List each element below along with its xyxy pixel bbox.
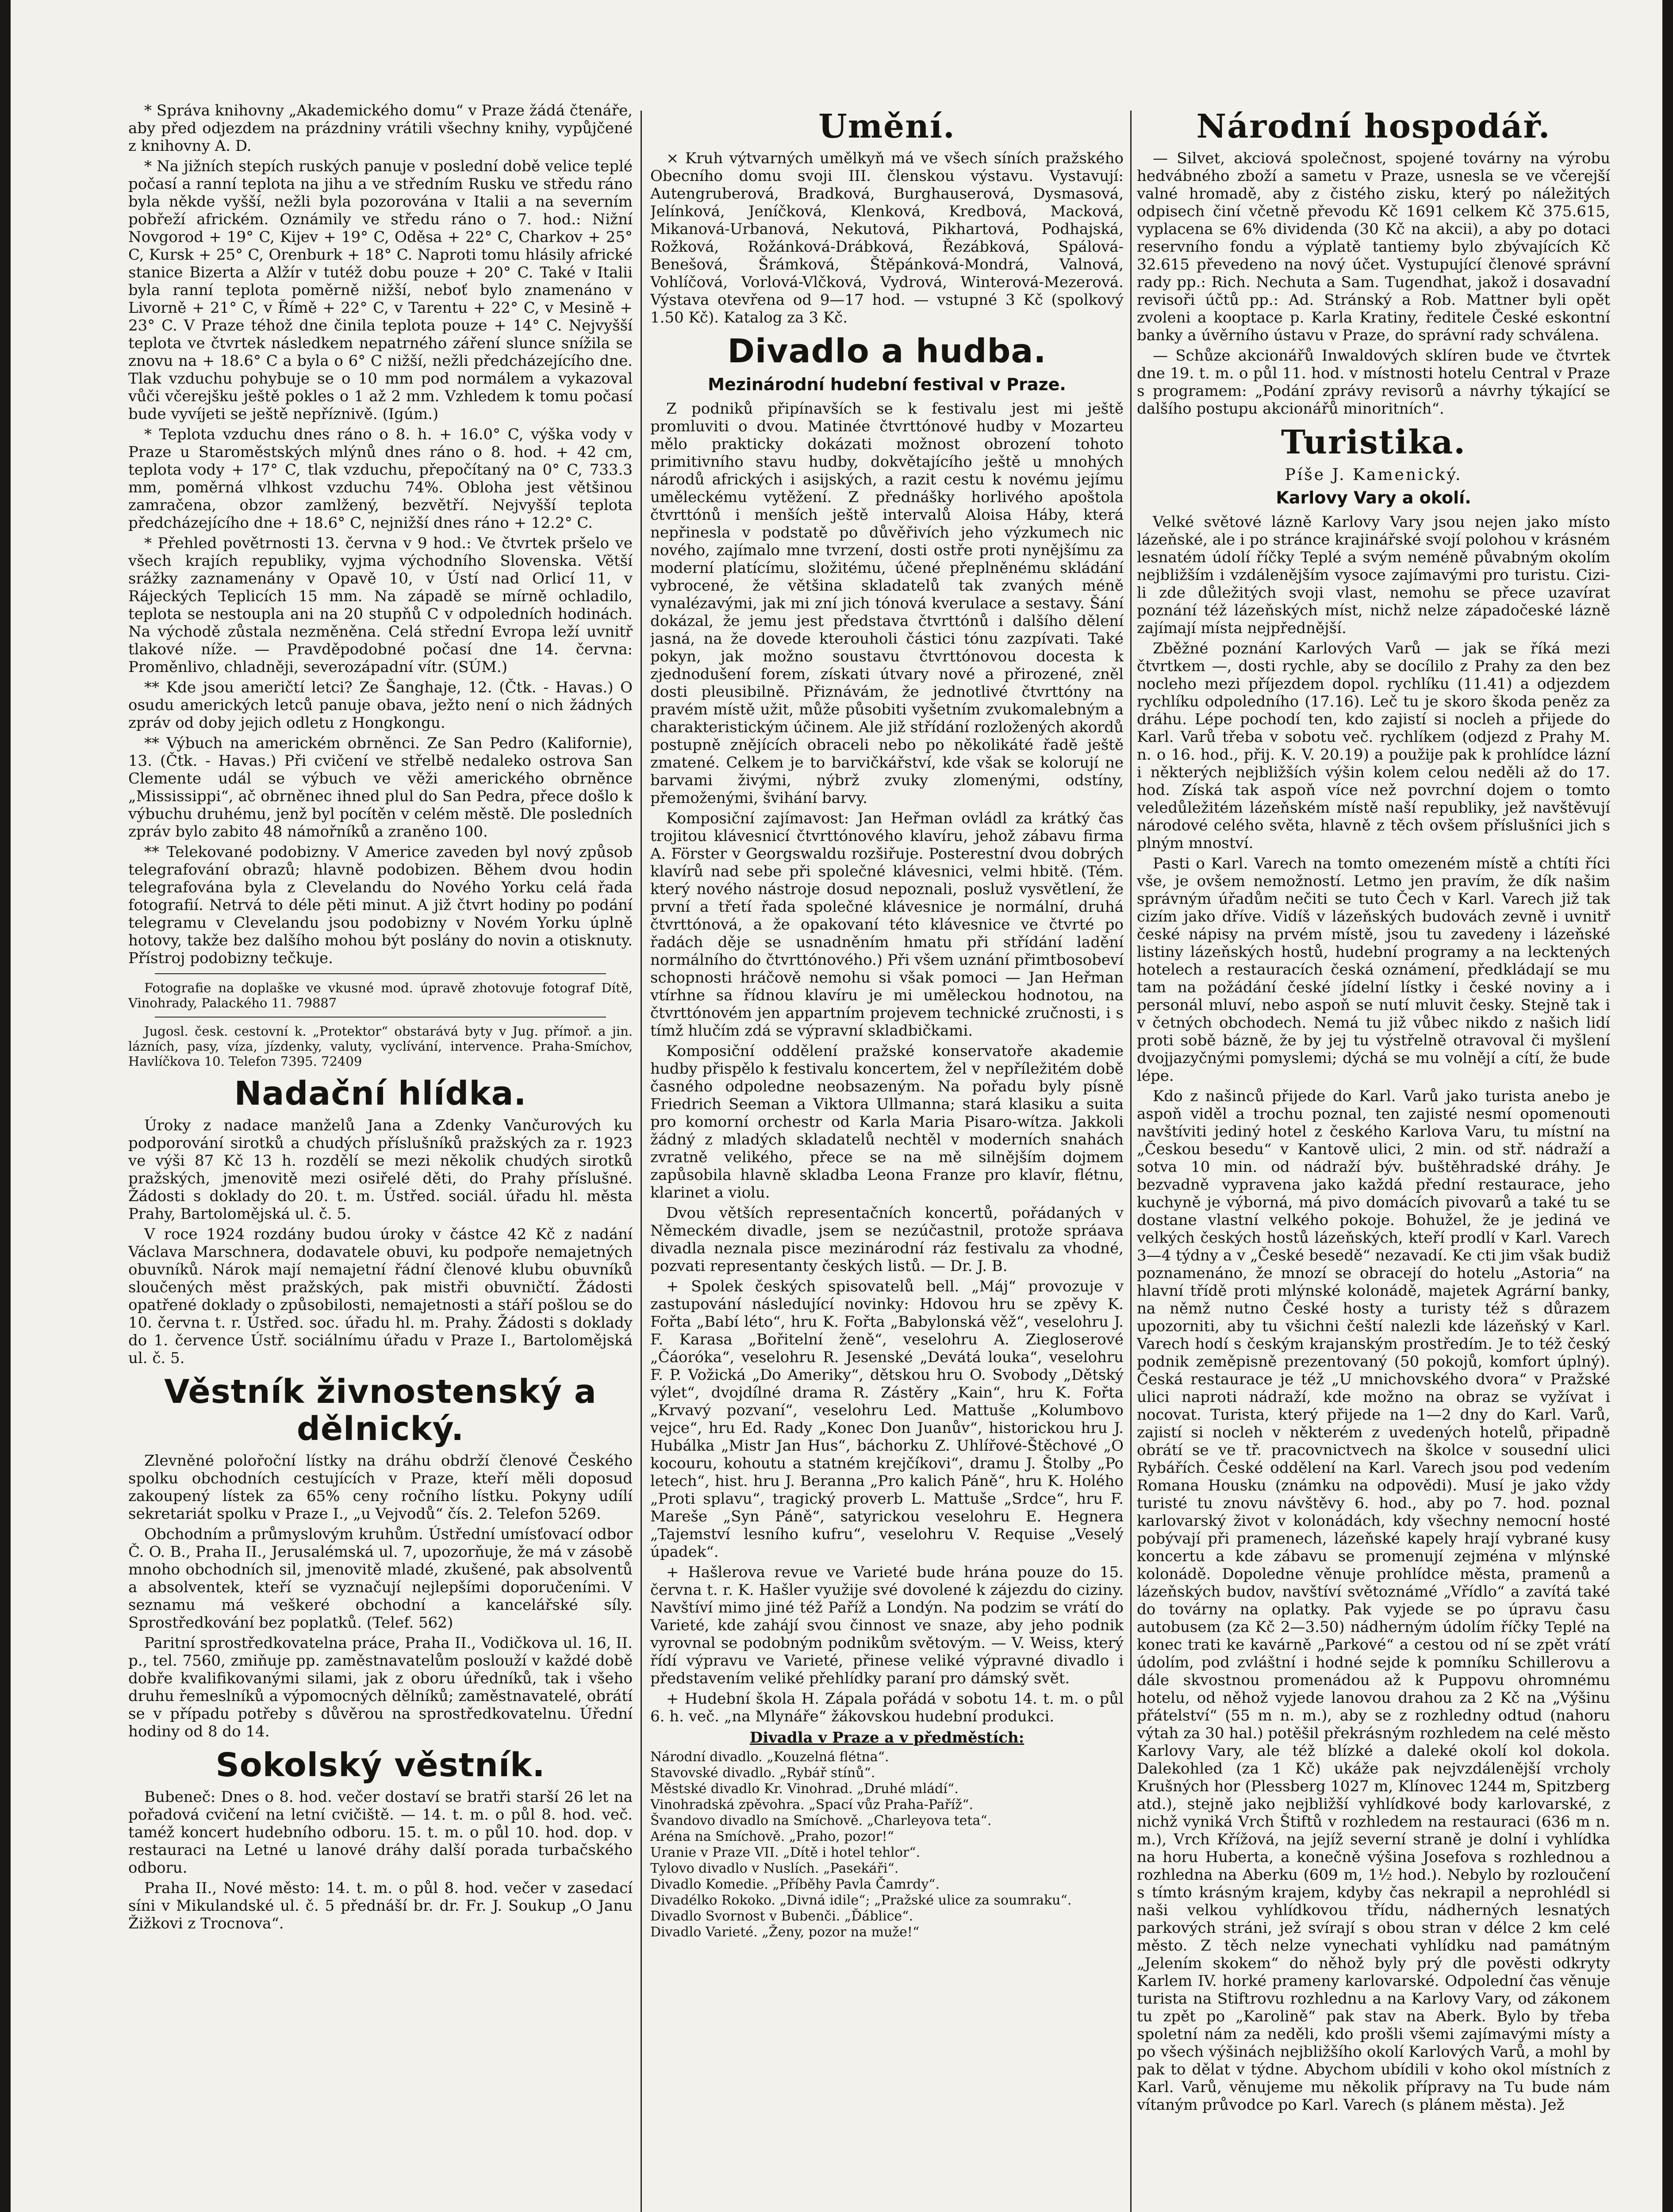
news-item: Bubeneč: Dnes o 8. hod. večer dostaví se bratři starší 26 let na pořadová cvičení na letní cvičiště. — 14. t. m. o půl 8. hod. več. taméž koncert hudebního odboru. 15. t. m. o půl 10. hod. dop. v restauraci na Letné u lanové dráhy další porada turbačského odboru.	[128, 1788, 633, 1877]
article-paragraph: Komposiční zajímavost: Jan Heřman ovládl za krátký čas trojitou klávesnicí čtvrttónového klavíru, jehož zábavu firma A. Förster v Georgswaldu rozšiřuje. Posterestní dvou dobrých klavírů nad sebe při společné klávesnici, velmi hbitě. (Tém. který nového nástroje dosud nepoznali, posluž vysvětlení, že první a třetí řada společné klávesnice je normální, druhá čtvrttónová, a že opakovaní této klávesnice ve čtvrté po řadách děje se usnadněním hmatu při střídání ladění normálního do čtvrttónového.) Při všem uznání přimtbosobeví schopnosti hráčově nemohu si však pomoci — Jan Heřman vtírhne sa řídnou klavíru je mi uměleckou hodnotou, na čtvrttónovém jen appartním projevem technické zručnosti, i s tímž hlučím zdá se výpravní skladbičkami.	[650, 810, 1124, 1040]
news-item: ** Výbuch na americkém obrněnci. Ze San Pedro (Kalifornie), 13. (Čtk. - Havas.) Při cvičení ve střelbě nedaleko ostrova San Clemente udál se výbuch ve věži amerického obrněnce „Mississippi“, ač obrněnec ihned plul do San Pedra, přece došlo k výbuchu druhému, jenž byl pocítěn v celém městě. Dle posledních zpráv bylo zabito 48 námořníků a zraněno 100.	[128, 734, 633, 841]
theatre-listing-item: Divadlo Varieté. „Ženy, pozor na muže!“	[650, 1924, 920, 1940]
section-title-turistika: Turistika.	[1281, 423, 1466, 461]
divider	[155, 973, 606, 974]
article-paragraph: Zběžné poznání Karlových Varů — jak se říká mezi čtvrtkem —, dosti rychle, aby se docílilo z Prahy za den bez nocleho mezi příjezdem dopol. rychlíku (11.41) a odjezdem rychlíku odpoledního (17.16). Leč tu je skoro škoda peněz za dráhu. Lépe pochodí ten, kdo zajistí si nocleh a přijede do Karl. Varů třeba v sobotu več. rychlíkem (odjezd z Prahy M. n. o 16. hod., přij. K. V. 20.19) a použije pak k prohlídce lázní i některých nejbližších výšin kolem celou neděli až do 17. hod. Získá tak aspoň více než povrchní dojem o tomto veledůležitém lázeňském místě naší republiky, jež navštěvují národové celého světa, hlavně z těch ovšem příslušníci jich s plným mnoství.	[1137, 640, 1610, 852]
theatre-listing-item: Národní divadlo. „Kouzelná flétna“.	[650, 1749, 889, 1765]
column-rule	[1130, 111, 1132, 2212]
page-edge-left	[0, 0, 11, 2212]
article-paragraph: Pasti o Karl. Varech na tomto omezeném místě a chtíti říci vše, je ovšem nemožností. Letmo jen pravím, že dík našim správným úřadům nečiti se tuto Čech v Karl. Varech již tak cizím jako dříve. Vidíš v lázeňských budovách zevně i uvnitř české nápisy na prvém místě, jsou tu zavedeny i lázeňské listiny lázeňských hostů, hudební programy a na lecktených hotelech a restauracích česká oznámení, předkládají se mu tam na požádání české jídelní lístky i české noviny a i personál mluví, nebo aspoň se nutí mluvit česky. Stejně tak i v četných obchodech. Nemá tu již vůbec nikdo z našich lidí proti sobě bázně, že by jej tu výstřelně otravoval či myšlení dvojjazyčnými pomyslemi; dýchá se mu volnějí a cítí, že bude lépe.	[1137, 855, 1610, 1085]
news-item: Paritní sprostředkovatelna práce, Praha II., Vodičkova ul. 16, II. p., tel. 7560, zmiňuje pp. zaměstnavatelům poslouží v každé době dobře kvalifikovanými silami, jak z oboru úředníků, tak i všeho druhu řemeslníků a výpomocných dělníků; zaměstnavatelé, obrátí se v případu potřeby s důvěrou na sprostředkovatelnu. Úřední hodiny od 8 do 14.	[128, 1634, 633, 1740]
article-paragraph: Dvou větších representačních koncertů, pořádaných v Německém divadle, jsem se nezúčastnil, protože spráava divadla neznala pisce mezinárodní ráz festivalu za vhodné, pozvati representanty českých listů. — Dr. J. B.	[650, 1204, 1124, 1275]
news-item: — Schůze akcionářů Inwaldových sklíren bude ve čtvrtek dne 19. t. m. o půl 11. hod. v místnosti hotelu Central v Praze s programem: „Podání zprávy revisorů a návrhy týkající se dalšího postupu akcionářů minoritních“.	[1137, 347, 1610, 418]
theatre-listing-item: Divadlo Svornost v Bubenči. „Ďáblice“.	[650, 1909, 913, 1924]
news-item: + Hudební škola H. Zápala pořádá v sobotu 14. t. m. o půl 6. h. več. „na Mlynáře“ žákovskou hudební produkci.	[650, 1690, 1124, 1725]
news-item: * Na jižních stepích ruských panuje v poslední době velice teplé počasí a ranní teplota na jihu a ve středním Rusku ve středu ráno byla někde vyšší, nežli byla pozorována v Italii a na severním pobřeží africkém. Oznámily ve středu ráno o 7. hod.: Nižní Novgorod + 19° C, Kijev + 19° C, Oděsa + 22° C, Charkov + 25° C, Kursk + 25° C, Orenburk + 18° C. Naproti tomu hlásily africké stanice Bizerta a Alžír v tutéž dobu pouze + 20° C. Také v Italii byla ranní teplota poměrně nižší, neboť bylo znamenáno v Livorně + 21° C, v Římě + 22° C, v Tarentu + 22° C, v Mesině + 23° C. V Praze téhož dne činila teplota pouze + 14° C. Nejvyšší teplota ve čtvrtek následkem nepatrného záření slunce snížila se znovu na + 18.6° C a byla o 6° C nižší, nežli předcházejícího dne. Tlak vzduchu pohybuje se o 10 mm pod normálem a vykazoval vůči včerejšku ještě pokles o 1 až 2 mm. Vzhledem k tomu počasí bude vyvíjeti se ještě nepříznivě. (Igúm.)	[128, 157, 633, 423]
column-middle	[650, 102, 1124, 2212]
news-item: * Teplota vzduchu dnes ráno o 8. h. + 16.0° C, výška vody v Praze u Staroměstských mlýnů dnes ráno o 8. hod. + 42 cm, teplota vody + 17° C, tlak vzduchu, přepočítaný na 0° C, 733.3 mm, poměrná vlhkost vzduchu 74%. Obloha jest většinou zamračena, obzor zamlžený, bezvětří. Nejvyšší teplota předcházejícího dne + 18.6° C, nejnižší dnes ráno + 12.2° C.	[128, 426, 633, 532]
article-paragraph: Komposiční oddělení pražské konservatoře akademie hudby přispělo k festivalu koncertem, žel v nepříležitém době časného odpoledne neobsazeným. Na pořadu byly písně Friedrich Seeman a Viktora Ullmanna; stará klasiku a suita pro komorní orchestr od Karla Maria Pisaro-wítza. Jakkoli žádný z mladých skladatelů nechtěl v moderních snahách zvratně velikého, přece se na mě silnějším dojmem zapůsobila hlavně skladba Leona Franze pro klavír, flétnu, klarinet a violu.	[650, 1042, 1124, 1202]
theatre-listing-item: Městské divadlo Kr. Vinohrad. „Druhé mládí“.	[650, 1781, 959, 1797]
article-heading-karlovy-vary: Karlovy Vary a okolí.	[1276, 488, 1471, 507]
news-item: — Silvet, akciová společnost, spojené továrny na výrobu hedvábného zboží a sametu v Praze, usnesla se ve včerejší valné hromadě, aby z čistého zisku, který po náležitých odpisech činí včetně převodu Kč 1691 celkem Kč 375.615, vyplacena se 6% dividenda (30 Kč na akcii), a aby po dotaci reservního fondu a výplatě tantiemy bylo zbývajících Kč 32.615 převedeno na nový účet. Vystupující členové správní rady pp.: Rich. Nechuta a Sam. Tugendhat, jakož i dosavadní revisoři účtů pp.: Ad. Stránský a Rob. Mattner byli opět zvoleni a kooptace p. Karla Kratiny, ředitele České eskontní banky a úvěrního ústavu v Praze, do správní rady schválena.	[1137, 150, 1610, 344]
section-title-sokol: Sokolský věstník.	[215, 1746, 545, 1784]
column-rule	[641, 111, 642, 2212]
theatre-listing-item: Stavovské divadlo. „Rybář stínů“.	[650, 1765, 875, 1781]
news-item: Obchodním a průmyslovým kruhům. Ústřední umísťovací odbor Č. O. B., Praha II., Jerusalémská ul. 7, upozorňuje, že má v zásobě mnoho obchodních sil, jmenovitě mladé, zkušené, pak absolventů a absolventek, kteří se vyznačují nejlepšími doporučeními. V seznamu má veškeré obchodní a kancelářské síly. Sprostředkování bez poplatků. (Telef. 562)	[128, 1525, 633, 1632]
article-heading-festival: Mezinárodní hudební festival v Praze.	[708, 375, 1066, 394]
news-item: * Správa knihovny „Akademického domu“ v Praze žádá čtenáře, aby před odjezdem na prázdniny vrátili všechny knihy, vypůjčené z knihovny A. D.	[128, 102, 633, 155]
theatre-listing-item: Vinohradská zpěvohra. „Spací vůz Praha-Paříž“.	[650, 1797, 974, 1813]
theatre-listing-item: Aréna na Smíchově. „Praho, pozor!“	[650, 1829, 894, 1844]
theatre-listing-item: Divadélko Rokoko. „Divná idile“; „Pražské ulice za soumraku“.	[650, 1893, 1072, 1908]
news-item: Praha II., Nové město: 14. t. m. o půl 8. hod. večer v zasedací síni v Mikulandské ul. č. 5 přednáší br. dr. Fr. J. Soukup „O Janu Žižkovi z Trocnova“.	[128, 1879, 633, 1932]
divider	[155, 1017, 606, 1018]
article-paragraph: Z podniků připínavších se k festivalu jest mi ještě promluviti o dvou. Matinée čtvrttónové hudby v Mozarteu mělo prakticky dokázati možnost obrození tohoto primitivního stavu hudby, dokvětajícího ještě u mnohých národů afrických i asijských, a razit cestu k novému jejímu uměleckému vytěžení. Z přednášky horlivého apoštola čtvrttónů i menších ještě intervalů Aloisa Háby, která nepřinesla v podstatě po důvěřivích jeho výzkumech nic nového, zajímalo mne tvrzení, dosti ostře proti nynějšímu za moderní platícímu, složitému, účené přeplněnému skládání vybrocené, že většina skladatelů tak zvaných méně vynalézavými, jak mi zní jich tónová kverulace a sestavy. Šání dokázal, že jemu jest představa čtvrttónů i dalšího dělení jasná, na že dovede kterouholi částici tónu zazpívati. Také pokyn, jak možno soustavu čtvrttónovou docesta k zjednodušení forem, získati útvary nové a přirozené, zněl dosti pleusibilně. Přiznávám, že jednotlivé čtvrttóny na pravém místě užit, může působiti vyšetním zvukomalebným a charakteristickým účinem. Ale již střídání rozložených akordů postupně znějících obraceli nebo po několikáté řadě ještě zmatené. Celkem je to barvičkářství, kde však se kolorují ne barvami živými, nýbrž zvuky zlomenými, odstíny, přemoženými, švihání barvy.	[650, 400, 1124, 807]
news-item: + Hašlerova revue ve Varieté bude hrána pouze do 15. června t. r. K. Hašler využije své dovolené k zájezdu do ciziny. Navštíví mimo jiné též Paříž a Londýn. Na podzim se vrátí do Varieté, kde zahájí svou činnost ve snaze, aby jeho podnik vyrovnal se podobným podnikům světovým. — V. Weiss, který řídí výpravu ve Varieté, přinese veliké výpravné divadlo i představením veliké přehlídky paraní pro dámský svět.	[650, 1563, 1124, 1687]
news-item: V roce 1924 rozdány budou úroky v částce 42 Kč z nadání Václava Marschnera, dodavatele obuvi, ku podpoře nemajetných obuvníků. Nárok mají nemajetní řádní členové klubu obuvníků sloučených měst pražských, pak mistři obuvničtí. Žádosti opatřené doklady o způsobilosti, nemajetnosti a stáří pošlou se do 10. června t. r. Ústřed. soc. úřadu hl. m. Prahy. Žádosti s doklady do 1. července Ústř. sociálnímu úřadu v Praze I., Bartolomějská ul. č. 5.	[128, 1225, 633, 1367]
news-item: Úroky z nadace manželů Jana a Zdenky Vančurových ku podporování sirotků a chudých příslušníků pražských za r. 1923 ve výši 87 Kč 13 h. rozdělí se mezi několik chudých sirotků pražských, jmenovitě mezi osiřelé děti, do Prahy příslušné. Žádosti s doklady do 20. t. m. Ústřed. sociál. úřadu hl. města Prahy, Bartolomějská ul. č. 5.	[128, 1117, 633, 1223]
section-title-nadacni: Nadační hlídka.	[234, 1075, 527, 1113]
column-left	[128, 102, 633, 2212]
article-byline: Píše J. Kamenický.	[1285, 466, 1462, 484]
theatre-listing-item: Švandovo divadlo na Smíchově. „Charleyova teta“.	[650, 1813, 992, 1828]
news-item: ** Telekované podobizny. V Americe zaveden byl nový způsob telegrafování obrazů; hlavně podobizen. Během dvou hodin telegrafována byla z Clevelandu do Nového Yorku celá řada fotografií. Netrvá to déle pěti minut. A již čtvrt hodiny po podání telegramu v Clevelandu jsou podobizny v Novém Yorku úplně hotovy, takže bez dalšího mohou být poslány do novin a otisknuty. Přístroj podobizny tečkuje.	[128, 843, 633, 967]
news-item: * Přehled povětrnosti 13. června v 9 hod.: Ve čtvrtek pršelo ve všech krajích republiky, vyjma východního Slovenska. Větší srážky zaznamenány v Opavě 10, v Ústí nad Orlicí 11, v Rájeckých Teplicích 15 mm. Na západě se mírně ochladilo, teplota se nestoupla ani na 20 stupňů C v odpoledních hodinách. Na východě zůstala nezměněna. Celá střední Evropa leží uvnitř tlakové níže. — Pravděpodobné počasí dne 14. června: Proměnlivo, chladněji, severozápadní vítr. (SÚM.)	[128, 534, 633, 676]
section-title-vestnik: Věstník živnostenský a dělnický.	[164, 1373, 597, 1448]
theatre-listing-item: Tylovo divadlo v Nuslích. „Pasekáři“.	[650, 1861, 899, 1876]
news-item: + Spolek českých spisovatelů bell. „Máj“ provozuje v zastupování následující novinky: Hdovou hru se zpěvy K. Fořta „Babí léto“, hru K. Fořta „Babylonská věž“, veselohru J. F. Karasa „Bořitelní ženě“, veselohru A. Ziegloserové „Čáoróka“, veselohru R. Jesenské „Devátá louka“, veselohru F. P. Vožická „Do Ameriky“, dětskou hru O. Svobody „Dětský výlet“, dvojdílné drama R. Zástěry „Kain“, hru K. Fořta „Krvavý pozvaní“, veselohru Led. Mattuše „Kolumbovo vejce“, hru Ed. Rady „Konec Don Juanův“, historickou hru J. Hubálka „Mistr Jan Hus“, báchorku Z. Uhlířové-Štěchové „O kocouru, kohoutu a statném krejčíkovi“, dramu J. Štolby „Po letech“, hist. hru J. Beranna „Pro kalich Páně“, hru K. Holého „Proti splavu“, tragický proverb L. Mattuše „Srdce“, hru F. Mareše „Syn Páně“, satyrickou veselohru E. Hegnera „Tajemství lesního kufru“, veselohru V. Requise „Veselý úpadek“.	[650, 1278, 1124, 1561]
news-item: × Kruh výtvarných umělkyň má ve všech síních pražského Obecního domu svoji III. členskou výstavu. Vystavují: Autengruberová, Bradková, Burghauserová, Dysmasová, Jelínková, Jeníčková, Klenková, Kredbová, Macková, Mikanová-Urbanová, Nekutová, Pikhartová, Podhajská, Rožková, Rožánková-Drábková, Řezábková, Spálová-Benešová, Šrámková, Štěpánková-Mondrá, Valnová, Vohlíčová, Vorlová-Vlčková, Vydrová, Winterová-Mezerová. Výstava otevřena od 9—17 hod. — vstupné 3 Kč (spolkový 1.50 Kč). Katalog za 3 Kč.	[650, 150, 1124, 326]
theatre-listing-item: Divadlo Komedie. „Příběhy Pavla Čamrdy“.	[650, 1877, 940, 1892]
news-item: Zlevněné polořoční lístky na dráhu obdrží členové Českého spolku obchodních cestujících v Praze, kteří měli doposud zakoupený lístek za 65% ceny ročního lístku. Pokyny udílí sekretariát spolku v Praze I., „u Vejvodů“ čís. 2. Telefon 5269.	[128, 1452, 633, 1523]
section-title-hospodar: Národní hospodář.	[1196, 108, 1551, 146]
advertisement: Fotografie na doplaške ve vkusné mod. úpravě zhotovuje fotograf Dítě, Vinohrady, Palackého 11. 79887	[128, 980, 633, 1010]
section-title-divadlo: Divadlo a hudba.	[727, 332, 1047, 370]
article-paragraph: Velké světové lázně Karlovy Vary jsou nejen jako místo lázeňské, ale i po stránce krajinářské svojí polohou v krásném lesnatém údolí říčky Teplé a svým neméně půvabným okolím nejbližším i vzdálenějším vysoce zajímavými pro turistu. Cizi-li zde důležitých svoji vlast, nemohu se přece uzavírat poznání též lázeňských míst, nichž nelze západočeské lázně zajímají místa nejpřednější.	[1137, 513, 1610, 637]
theatre-listing-item: Uranie v Praze VII. „Dítě i hotel tehlor“.	[650, 1845, 921, 1860]
section-title-umeni: Umění.	[818, 108, 955, 146]
page-edge-right	[1662, 0, 1673, 2212]
theatre-listing-title: Divadla v Praze a v předměstích:	[749, 1729, 1025, 1747]
article-paragraph: Kdo z našinců přijede do Karl. Varů jako turista anebo je aspoň viděl a trochu poznal, ten zajisté nesmí opomenouti navštíviti jediný hotel z českého Karlova Varu, tu místní na „Českou besedu“ v Kantově ulici, 2 min. od stř. nádraží a sotva 10 min. od nádraží býv. buštěhradské dráhy. Je bezvadně vypravena jako každá přední restaurace, jeho kuchyně je výborná, má pivo domácích pivovarů a také tu se dostane vlastní velkého pokoje. Bohužel, že je jediná ve velkých českých hostů lázeňských, kteří prodlí v Karl. Varech 3—4 týdny a v „České besedě“ nezavadí. Ke cti jim však budiž poznamenáno, že mnozí se obracejí do hotelu „Astoria“ na hlavní třídě proti mlýnské kolonádě, majetek Agrární banky, na němž nutno České hosty a turisty též s důrazem upozorniti, aby tu všichni čeští nalezli kde lázeňský v Karl. Varech hodí s českým krajanským prostředím. Je to též český podnik zeměpisně prezentovaný (50 pokojů, komfort úplný). Česká restaurace je též „U mnichovského dvora“ v Pražské ulici naproti nádraží, kde možno na obraz se vyžívat i nocovat. Turista, který přijede na 1—2 dny do Karl. Varů, zajistí si nocleh v některém z uvedených hotelů, připadně obrátí se ve tř. pracovnictvech na školce v sousední ulici Rybářích. České oddělení na Karl. Varech jsou pod vedením Romana Housku (známku na odpovědi). Musí je jako vždy turisté tu znovu návštěvy 6. hod., aby po 7. hod. poznal karlovarský život v kolonádách, kdy všechny nemocní hosté pobývají při pramenech, lázeňské kapely hrají vybrané kusy koncertu a kde zábavu se promenují zejména v mlýnské kolonádě. Dopoledne věnuje prohlídce města, pramenů a lázeňských budov, navštíví světoznámé „Vřídlo“ a zavítá také do továrny na oplatky. Pak vyjede se po úpravu času autobusem (za Kč 2—3.50) nádherným údolím říčky Teplé na konec trati ke kavárně „Parkové“ a cestou od ní se zpět vrátí údolím, pod zvláštní i hodné sejde k pomníku Schillerovu a dále skvostnou promenádou až k Puppovu ohromnému hotelu, od něhož vyjede lanovou drahou za 2 Kč na „Výšinu přátelství“ (55 m n. m.), aby se z rozhledny odtud (nahoru výtah za 30 hal.) potěšil překrásným rozhledem na celé město Karlovy Vary, ale též blízké a daleké okolí kol dokola. Dalekohled (za 1 Kč) ukáže pak nejvzdálenější vrcholy Krušných hor (Plessberg 1027 m, Klínovec 1244 m, Spitzberg atd.), stejně jako nejbližší vyhlídkové body karlovarské, z nichž vyniká Vrch Štiftů v rozhledem na restauraci (636 m n. m.), Vrch Křížová, na jejíž severní straně je dolní i vyhlídka na horu Huberta, a konečně výšina Josefova s rozhlednou a rozhledna na Aberku (609 m, 1½ hod.). Nebylo by rozloučení s tímto krásným krajem, kdyby čas nekrapil a neprohlédl si naši velkou vyhlídkovou třídu, nádherných lesnatých parkových stráni, jež svírají s obou stran v délce 2 km celé město. Z těch nelze vynechati vyhlídku nad památným „Jelením skokem“ do něhož byly prý dle pověsti odkryty Karlem IV. horké prameny karlovarské. Odpolední čas věnuje turista na Stiftrovu rozhlednu a na Karlovy Vary, od zákonem tu zpět po „Karolině“ pak stav na Aberk. Bylo by třeba spoletní nám za neděli, kdo prošli všemi zajímavými místy a po všech výšinách nejbližšího okolí Karlových Varů, a mohl by pak to dělat v týdne. Abychom ubídili v koho okol místních z Karl. Varů, věnujeme mu několik přípravy na Tu bude nám vítaným průvodce po Karl. Varech (s plánem města). Jež	[1137, 1087, 1610, 2114]
column-right	[1137, 102, 1610, 2212]
advertisement: Jugosl. česk. cestovní k. „Protektor“ obstarává byty v Jug. přímoř. a jin. lázních, pasy, víza, jízdenky, valuty, vyclívání, intervence. Praha-Smíchov, Havlíčkova 10. Telefon 7395. 72409	[128, 1024, 633, 1069]
news-item: ** Kde jsou američtí letci? Ze Šanghaje, 12. (Čtk. - Havas.) O osudu amerických letců panuje obava, ježto není o nich žádných zpráv od doby jejich odletu z Hongkongu.	[128, 679, 633, 732]
